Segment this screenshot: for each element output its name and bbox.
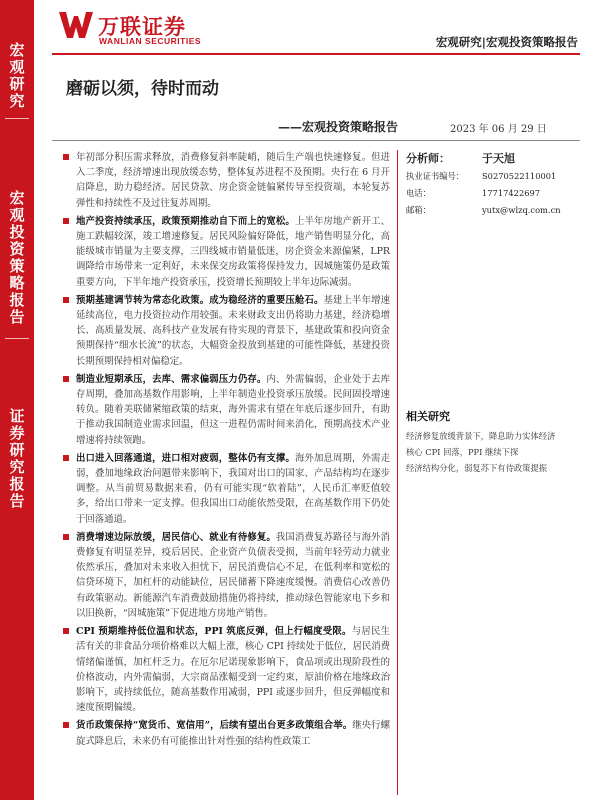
sidebar-char: 研	[9, 75, 25, 93]
column-divider	[397, 150, 398, 795]
sidebar-char: 券	[9, 424, 25, 442]
title-divider	[52, 140, 580, 141]
bullet-square-icon	[63, 297, 69, 303]
paragraph-text: 基建上半年增速延续高位，电力投资拉动作用较强。未来财政支出仍将助力基建，经济稳增长、高质量发展、高科技产业发展有待实现的背景下，基建政策和投向资金预期保持“细水长流”的状态，大幅资金投放到基建的可能性降低，基建投资长期预期保持相对偏稳定。	[76, 294, 390, 367]
bullet-square-icon	[63, 154, 69, 160]
analyst-panel	[406, 150, 586, 219]
sidebar-label-macro-research	[0, 42, 34, 110]
sidebar-char: 报	[9, 291, 25, 309]
sidebar-char: 策	[9, 257, 25, 275]
summary-paragraph	[60, 150, 390, 211]
summary-paragraph	[60, 530, 390, 621]
paragraph-heading: 预期基建调节转为常态化政策。成为稳经济的重要压舱石。	[76, 294, 324, 306]
sidebar-char: 投	[9, 223, 25, 241]
report-date: 2023 年 06 月 29 日	[450, 124, 547, 135]
phone-number: 17717422697	[482, 188, 541, 198]
sidebar-divider	[5, 338, 29, 339]
analyst-info-row	[406, 185, 586, 202]
bullet-square-icon	[63, 722, 69, 728]
paragraph-text: 继央行螺旋式降息后，未来仍有可能推出针对性强的结构性政策工	[76, 720, 390, 747]
paragraph-heading: 地产投资持续承压，政策预期推动自下而上的宽松。	[76, 215, 295, 227]
logo-text-en: WANLIAN SECURITIES	[99, 36, 202, 46]
paragraph-text: 我国消费复苏路径与海外消费修复有明显差异，疫后居民、企业资产负债表受损，当前年轻劳动力就业依然承压，叠加对未来收入担忧下，居民消费信心不足，在低利率和宽松的信贷环境下，加杠杆的动能缺位，居民储蓄下降速度缓慢。消费信心改善仍有政策驱动。新能源汽车消费鼓励措施仍将持续，推动绿色智能家电下乡和以旧换新，“因城施策”下促进地方房地产销售。	[76, 531, 390, 619]
report-subtitle: ——宏观投资策略报告	[278, 120, 399, 134]
paragraph-heading: 出口进入回落通道，进口相对疲弱，整体仍有支撑。	[76, 452, 295, 464]
sidebar-char: 告	[9, 308, 25, 326]
paragraph-text: 上半年房地产新开工、施工跌幅较深，竣工增速修复。居民风险偏好降低，地产销售明显分化，高能级城市销量为主要支撑，三四线城市销量低迷，房企资金来源偏紧，LPR 调降给市场带来一定利好，未来保交房政策将保持发力，因城施策仍是政策重要方向，下半年地产投资承压，投资增长预期较上半年边际减弱。	[76, 215, 390, 288]
sidebar-label-securities-report	[0, 408, 34, 510]
left-sidebar	[0, 0, 34, 800]
bullet-square-icon	[63, 455, 69, 461]
company-logo	[58, 8, 228, 46]
sidebar-char: 资	[9, 240, 25, 258]
sidebar-char: 宏	[9, 41, 25, 59]
sidebar-char: 证	[9, 407, 25, 425]
header-divider	[52, 53, 580, 55]
sidebar-char: 观	[9, 206, 25, 224]
bullet-square-icon	[63, 376, 69, 382]
logo-text-cn: 万联证券	[98, 15, 186, 39]
analyst-name: 于天旭	[482, 152, 515, 165]
analyst-info-row	[406, 168, 586, 185]
paragraph-heading: 消费增速边际放缓，居民信心、就业有待修复。	[76, 531, 276, 543]
paragraph-text: 海外加息周期，外需走弱，叠加地缘政治问题带来影响下，我国对出口的国家、产品结构均在逐步调整。从当前贸易数据来看，仍有可能实现“软着陆”，人民币汇率贬值较多，给出口带来一定支撑。但我国出口动能依然受限，在高基数作用下仍处于回落通道。	[76, 452, 390, 525]
sidebar-char: 报	[9, 475, 25, 493]
analyst-label: 分析师：	[406, 152, 450, 165]
paragraph-heading: 货币政策保持“宽货币、宽信用”，后续有望出台更多政策组合举。	[76, 720, 353, 732]
summary-paragraph	[60, 451, 390, 527]
paragraph-heading: 制造业短期承压，去库、需求偏弱压力仍存。	[76, 373, 267, 385]
report-title: 磨砺以须，待时而动	[66, 79, 219, 99]
bullet-square-icon	[63, 628, 69, 634]
sidebar-divider	[5, 118, 29, 119]
analyst-info-row	[406, 202, 586, 219]
sidebar-char: 究	[9, 92, 25, 110]
summary-paragraph	[60, 293, 390, 369]
report-type-label: 宏观研究|宏观投资策略报告	[435, 35, 578, 49]
paragraph-heading: CPI 预期维持低位温和状态，PPI 筑底反弹，但上行幅度受限。	[76, 626, 352, 638]
related-research-title: 相关研究	[406, 410, 450, 423]
sidebar-char: 略	[9, 274, 25, 292]
summary-paragraph	[60, 624, 390, 715]
email-link[interactable]: yutx@wlzq.com.cn	[482, 205, 561, 215]
summary-body	[60, 150, 390, 752]
info-key: 邮箱：	[406, 205, 431, 215]
sidebar-char: 研	[9, 441, 25, 459]
info-key: 电话：	[406, 188, 431, 198]
sidebar-char: 观	[9, 58, 25, 76]
sidebar-label-strategy-report	[0, 190, 34, 326]
sidebar-char: 宏	[9, 189, 25, 207]
sidebar-char: 究	[9, 458, 25, 476]
info-key: 执业证书编号：	[406, 171, 465, 181]
related-research-link[interactable]: 经济结构分化，弱复苏下有待政策提振	[406, 463, 548, 473]
paragraph-text: 年初部分积压需求释放，消费修复斜率陡峭，随后生产端也快速修复。但进入二季度，经济增速出现放缓态势，整体复苏进程不及预期。央行在 6 月开启降息，助力稳经济。居民贷款、房企资金链偏紧传导至投资端，本轮复苏弹性和持续性不及过往复苏周期。	[76, 152, 390, 209]
summary-paragraph	[60, 214, 390, 290]
paragraph-text: 内、外需偏弱，企业处于去库存周期，叠加高基数作用影响，上半年制造业投资承压放缓。民间固投增速转负。随着美联储紧缩政策的结束，海外需求有望在年底后逐步回升，有助于推动我国制造业需求回温，但这一进程仍需时间来消化，预期高技术产业增速将持续领跑。	[76, 373, 390, 446]
bullet-square-icon	[63, 218, 69, 224]
paragraph-text: 与居民生活有关的非食品分项价格难以大幅上涨，核心 CPI 持续处于低位，居民消费情绪偏谨慎，加杠杆乏力。在厄尔尼诺现象影响下，食品项或出现阶段性的价格波动，内外需偏弱，大宗商品涨幅受到一定约束，原油价格在地缘政治影响下，或持续低位，随高基数作用减弱，PPI 或逐步回升，但反弹幅度和速度预期偏缓。	[76, 626, 390, 714]
wanlian-logo-icon	[58, 10, 94, 40]
summary-paragraph	[60, 372, 390, 448]
license-number: S0270522110001	[482, 171, 557, 181]
bullet-square-icon	[63, 534, 69, 540]
summary-paragraph	[60, 718, 390, 748]
sidebar-char: 告	[9, 492, 25, 510]
related-research-link[interactable]: 核心 CPI 回落，PPI 继续下探	[406, 447, 519, 457]
analyst-header	[406, 150, 586, 168]
related-research-panel	[406, 408, 586, 476]
related-research-link[interactable]: 经济修复放缓背景下，降息助力实体经济	[406, 431, 556, 441]
